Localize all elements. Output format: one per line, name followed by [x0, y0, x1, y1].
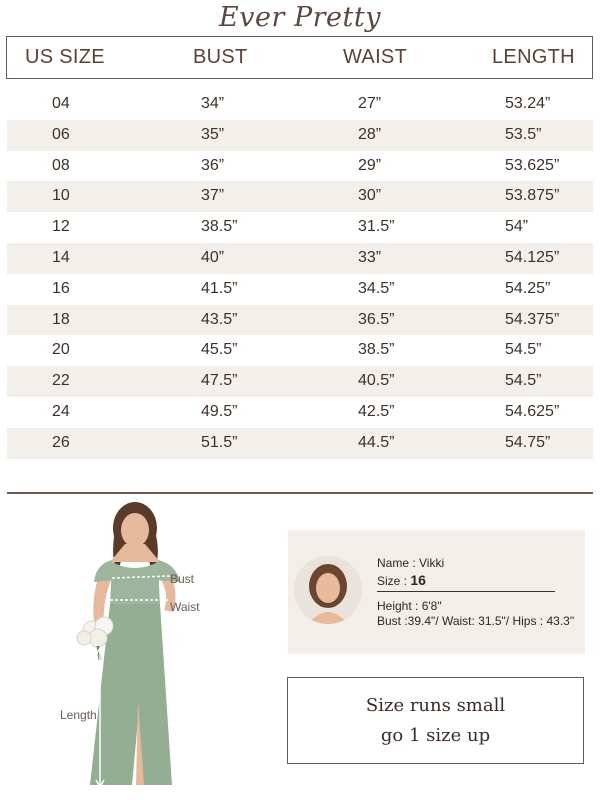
waist-cell: 33”	[358, 248, 382, 266]
bust-cell: 49.5”	[201, 402, 238, 420]
waist-label: Waist	[170, 600, 200, 614]
length-cell: 54.5”	[505, 341, 542, 359]
us-size-cell: 26	[52, 433, 70, 451]
bust-cell: 38.5”	[201, 218, 238, 236]
table-row	[7, 89, 593, 120]
bust-label: Bust	[170, 572, 195, 586]
table-row	[7, 212, 593, 243]
us-size-cell: 20	[52, 341, 70, 359]
table-row	[7, 181, 593, 212]
waist-cell: 40.5”	[358, 372, 395, 390]
table-row	[7, 151, 593, 182]
table-row	[7, 274, 593, 305]
us-size-cell: 22	[52, 372, 70, 390]
length-label: Length	[60, 708, 97, 722]
table-row	[7, 243, 593, 274]
size-table-body	[7, 89, 593, 459]
us-size-cell: 12	[52, 218, 70, 236]
bust-cell: 35”	[201, 125, 225, 143]
note-line-1: Size runs small	[365, 695, 506, 716]
length-cell: 54”	[505, 218, 529, 236]
waist-cell: 31.5”	[358, 218, 395, 236]
us-size-cell: 14	[52, 248, 70, 266]
us-size-cell: 04	[52, 95, 70, 112]
table-row	[7, 335, 593, 366]
model-height: Height : 6'8"	[377, 599, 442, 613]
length-cell: 54.75”	[505, 433, 551, 451]
model-avatar	[294, 556, 362, 624]
model-info-card	[288, 530, 585, 654]
table-row	[7, 397, 593, 428]
length-cell: 54.125”	[505, 248, 560, 266]
bust-cell: 43.5”	[201, 310, 238, 328]
note-line-2: go 1 size up	[380, 725, 491, 746]
us-size-cell: 24	[52, 402, 70, 420]
model-name-line: Name : Vikki	[377, 556, 445, 570]
section-divider	[7, 492, 593, 494]
bust-cell: 40”	[201, 248, 225, 266]
bust-cell: 45.5”	[201, 341, 238, 359]
table-row	[7, 120, 593, 151]
header-waist: WAIST	[343, 46, 408, 68]
table-row	[7, 305, 593, 336]
waist-cell: 42.5”	[358, 402, 395, 420]
waist-cell: 28”	[358, 125, 382, 143]
header-length: LENGTH	[492, 46, 575, 68]
waist-cell: 38.5”	[358, 341, 395, 359]
info-underline	[377, 591, 555, 592]
us-size-cell: 06	[52, 125, 70, 143]
length-cell: 54.5”	[505, 372, 542, 390]
length-cell: 53.625”	[505, 156, 560, 174]
us-size-cell: 10	[52, 187, 70, 205]
waist-cell: 30”	[358, 187, 382, 205]
us-size-cell: 08	[52, 156, 70, 174]
avatar-portrait-icon	[294, 556, 362, 624]
table-row	[7, 428, 593, 459]
brand-logo: Ever Pretty	[219, 2, 381, 33]
us-size-cell: 16	[52, 279, 70, 297]
model-size-line: Size : 16	[377, 572, 426, 588]
waist-cell: 34.5”	[358, 279, 395, 297]
waist-cell: 36.5”	[358, 310, 395, 328]
model-size: 16	[410, 572, 426, 588]
bust-cell: 37”	[201, 187, 225, 205]
bust-cell: 51.5”	[201, 433, 238, 451]
header-us-size: US SIZE	[25, 46, 105, 68]
bust-cell: 34”	[201, 95, 225, 112]
waist-cell: 44.5”	[358, 433, 395, 451]
length-cell: 53.5”	[505, 125, 542, 143]
length-cell: 54.625”	[505, 402, 560, 420]
dress-model-figure	[20, 500, 250, 795]
model-illustration	[20, 500, 250, 795]
bust-cell: 47.5”	[201, 372, 238, 390]
bust-cell: 36”	[201, 156, 225, 174]
size-note-box	[287, 677, 584, 764]
us-size-cell: 18	[52, 310, 70, 328]
header-bust: BUST	[193, 46, 248, 68]
waist-cell: 27”	[358, 95, 382, 112]
table-row	[7, 366, 593, 397]
model-name: Vikki	[419, 556, 445, 570]
length-cell: 53.875”	[505, 187, 560, 205]
length-cell: 54.375”	[505, 310, 560, 328]
size-table-header	[6, 36, 593, 79]
model-measurements: Bust :39.4"/ Waist: 31.5"/ Hips : 43.3"	[377, 614, 575, 628]
waist-cell: 29”	[358, 156, 382, 174]
length-cell: 54.25”	[505, 279, 551, 297]
bust-cell: 41.5”	[201, 279, 238, 297]
length-cell: 53.24”	[505, 95, 551, 112]
